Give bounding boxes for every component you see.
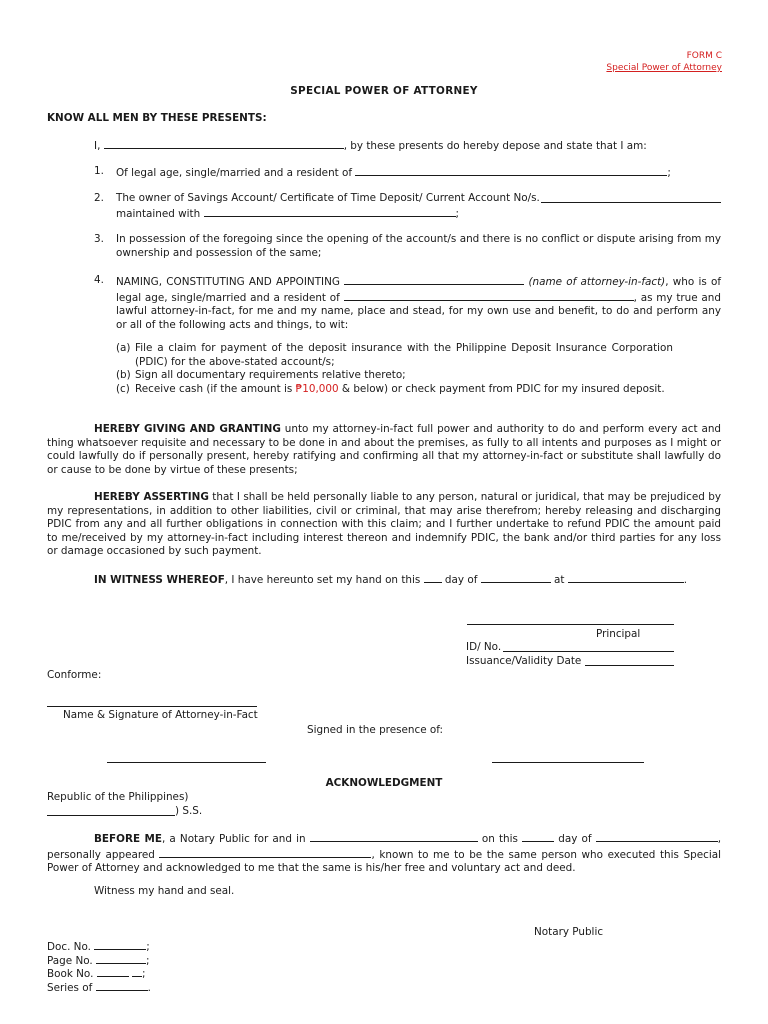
- witness-hand-seal: Witness my hand and seal.: [94, 885, 235, 897]
- page-number-semi: ;: [146, 955, 150, 967]
- asserting-text: that I shall be held personally liable to any person, natural or juridical, that may be prejudiced by my representations, in addition to other liabilities, civil or criminal, that may arise therefrom; hereby releasing and discharging PDIC from any and all further obligations in connection with this claim; and I further undertake to refund PDIC the amount paid to me/received by my attorney-in-fact including interest thereon and indemnify PDIC, the bank and/or third parties for any loss or damage occasioned by such payment.: [47, 491, 721, 557]
- intro-line: [94, 138, 647, 154]
- document-title: SPECIAL POWER OF ATTORNEY: [290, 85, 478, 97]
- ss-line: [47, 805, 202, 819]
- witness-at: at: [553, 574, 565, 586]
- before-me-bold: BEFORE ME: [94, 833, 162, 845]
- bank-name-blank[interactable]: [204, 206, 456, 217]
- doc-number-blank[interactable]: [94, 939, 146, 950]
- ack-comma: ,: [717, 833, 721, 845]
- act-a-label: (a): [116, 342, 131, 354]
- known-text: , known to me to be the same person who executed this Special Power of Attorney and acknowledged to me that the same is his/her free and voluntary act and deed.: [47, 848, 721, 874]
- item-4-pre: NAMING, CONSTITUTING AND APPOINTING: [116, 276, 340, 288]
- book-number-blank-2[interactable]: [132, 966, 142, 977]
- principal-issuance-label: Issuance/Validity Date: [466, 655, 582, 667]
- intro-post: , by these presents do hereby depose and state that I am:: [343, 140, 647, 152]
- act-c-text: [135, 383, 673, 397]
- item-1-pre: Of legal age, single/married and a resident of: [116, 167, 353, 179]
- ss-label: ) S.S.: [175, 805, 203, 817]
- item-1-post: ;: [667, 167, 671, 179]
- series-row: [47, 980, 151, 996]
- personally-label: personally appeared: [47, 848, 155, 861]
- act-b: [116, 369, 673, 383]
- item-1: [94, 165, 721, 181]
- attorney-residence-blank[interactable]: [344, 290, 634, 301]
- doc-number-label: Doc. No.: [47, 941, 91, 953]
- item-2-mid: maintained with: [116, 207, 201, 220]
- item-2-text: [116, 192, 721, 221]
- act-c-pre: Receive cash (if the amount is: [135, 382, 293, 395]
- form-code-subtitle: Special Power of Attorney: [606, 63, 722, 73]
- principal-label: Principal: [596, 628, 641, 640]
- attorney-signature-line[interactable]: [47, 706, 257, 707]
- conforme-label: Conforme:: [47, 669, 102, 681]
- witness-place-blank[interactable]: [568, 572, 684, 583]
- declarant-name-blank[interactable]: [104, 138, 344, 149]
- book-number-blank[interactable]: [97, 966, 129, 977]
- witness-day-blank[interactable]: [424, 572, 442, 583]
- item-1-text: [116, 165, 671, 181]
- amount-limit: ₱10,000: [295, 382, 339, 395]
- series-dot: .: [147, 982, 151, 994]
- ack-day-blank[interactable]: [522, 831, 554, 842]
- ack-month-blank[interactable]: [596, 831, 718, 842]
- item-2-line-2: [116, 206, 721, 222]
- notary-place-blank[interactable]: [310, 831, 478, 842]
- page-number-blank[interactable]: [96, 953, 146, 964]
- attorney-signature-label: Name & Signature of Attorney-in-Fact: [63, 709, 258, 721]
- appeared-name-blank[interactable]: [159, 847, 371, 858]
- item-4-number: 4.: [94, 274, 104, 286]
- act-c-label: (c): [116, 382, 130, 395]
- city-blank[interactable]: [47, 805, 175, 816]
- act-b-text: Sign all documentary requirements relative thereto;: [135, 369, 406, 381]
- item-3-text: In possession of the foregoing since the opening of the account/s and there is no conflict or dispute arising from my ownership and possession of the same;: [116, 233, 721, 259]
- act-b-label: (b): [116, 369, 131, 381]
- attorney-name-note: (name of attorney-in-fact): [528, 276, 666, 288]
- witness-line: [94, 572, 687, 588]
- before-me-pre: , a Notary Public for and in: [161, 833, 306, 845]
- act-a: [116, 342, 673, 369]
- asserting-paragraph: [47, 491, 721, 559]
- principal-id-blank[interactable]: [503, 641, 674, 652]
- giving-bold: HEREBY GIVING AND GRANTING: [94, 423, 281, 435]
- acknowledgment-title: ACKNOWLEDGMENT: [325, 777, 443, 789]
- intro-pre: I,: [94, 140, 101, 152]
- item-1-number: 1.: [94, 165, 104, 177]
- signed-presence-label: Signed in the presence of:: [307, 724, 444, 736]
- acts-list: [116, 342, 673, 396]
- item-2-number: 2.: [94, 192, 104, 204]
- principal-issuance-row: [466, 655, 674, 669]
- item-3-number: 3.: [94, 233, 104, 245]
- witness-2-signature-line[interactable]: [492, 762, 644, 763]
- residence-blank[interactable]: [355, 165, 667, 176]
- witness-1-signature-line[interactable]: [107, 762, 266, 763]
- asserting-bold: HEREBY ASSERTING: [94, 491, 209, 503]
- item-2: [94, 192, 721, 221]
- form-code-label: FORM C: [686, 51, 722, 61]
- republic-line: Republic of the Philippines): [47, 791, 189, 803]
- principal-issuance-blank[interactable]: [585, 655, 674, 666]
- day-of-label: day of: [558, 833, 592, 845]
- witness-bold: IN WITNESS WHEREOF: [94, 574, 225, 586]
- item-4-mid: , who is of legal age, single/married and a resident of: [116, 276, 722, 304]
- know-all-heading: KNOW ALL MEN BY THESE PRESENTS:: [47, 112, 267, 124]
- giving-paragraph: [47, 423, 721, 477]
- form-code: [606, 50, 722, 74]
- act-a-text: File a claim for payment of the deposit insurance with the Philippine Deposit Insurance Corporation (PDIC) for the above-stated account/s;: [135, 342, 673, 368]
- item-2-pre: The owner of Savings Account/ Certificate of Time Deposit/ Current Account No/s.: [116, 192, 540, 204]
- item-4-post: , as my true and lawful attorney-in-fact, for me and my name, place and stead, for my own use and benefit, to do and perform any or all of the following acts and things, to wit:: [116, 291, 721, 331]
- act-c: [116, 383, 673, 397]
- witness-day-of: day of: [444, 574, 478, 586]
- item-4-text: [116, 274, 721, 332]
- principal-id-label: ID/ No.: [466, 641, 502, 653]
- witness-end: .: [683, 574, 688, 586]
- item-4: [94, 274, 721, 332]
- doc-number-semi: ;: [146, 941, 150, 953]
- principal-id-row: [466, 641, 674, 655]
- before-me-paragraph: [47, 831, 721, 876]
- book-number-semi: ;: [142, 968, 146, 980]
- item-2-line-1: [116, 192, 721, 206]
- act-c-post: & below) or check payment from PDIC for my insured deposit.: [341, 382, 665, 395]
- witness-pre: , I have hereunto set my hand on this: [224, 574, 421, 586]
- series-label: Series of: [47, 982, 93, 994]
- on-this-label: on this: [481, 833, 518, 845]
- account-number-blank[interactable]: [541, 192, 721, 203]
- item-3: [94, 233, 721, 260]
- book-number-label: Book No.: [47, 968, 94, 980]
- series-blank[interactable]: [96, 980, 148, 991]
- notary-public-label: Notary Public: [534, 926, 604, 938]
- attorney-name-blank[interactable]: [344, 274, 524, 285]
- giving-text: unto my attorney-in-fact full power and authority to do and perform every act and thing whatsoever requisite and necessary to be done in and about the premises, as fully to all intents and purposes as I might or could lawfully do if personally present, hereby ratifying and confirming all that my attorney-in-fact or substitute shall lawfully do or cause to be done by virtue of these presents;: [47, 423, 721, 476]
- page-number-label: Page No.: [47, 955, 93, 967]
- principal-signature-line[interactable]: [467, 624, 674, 625]
- item-2-post: ;: [455, 207, 460, 220]
- witness-month-blank[interactable]: [481, 572, 551, 583]
